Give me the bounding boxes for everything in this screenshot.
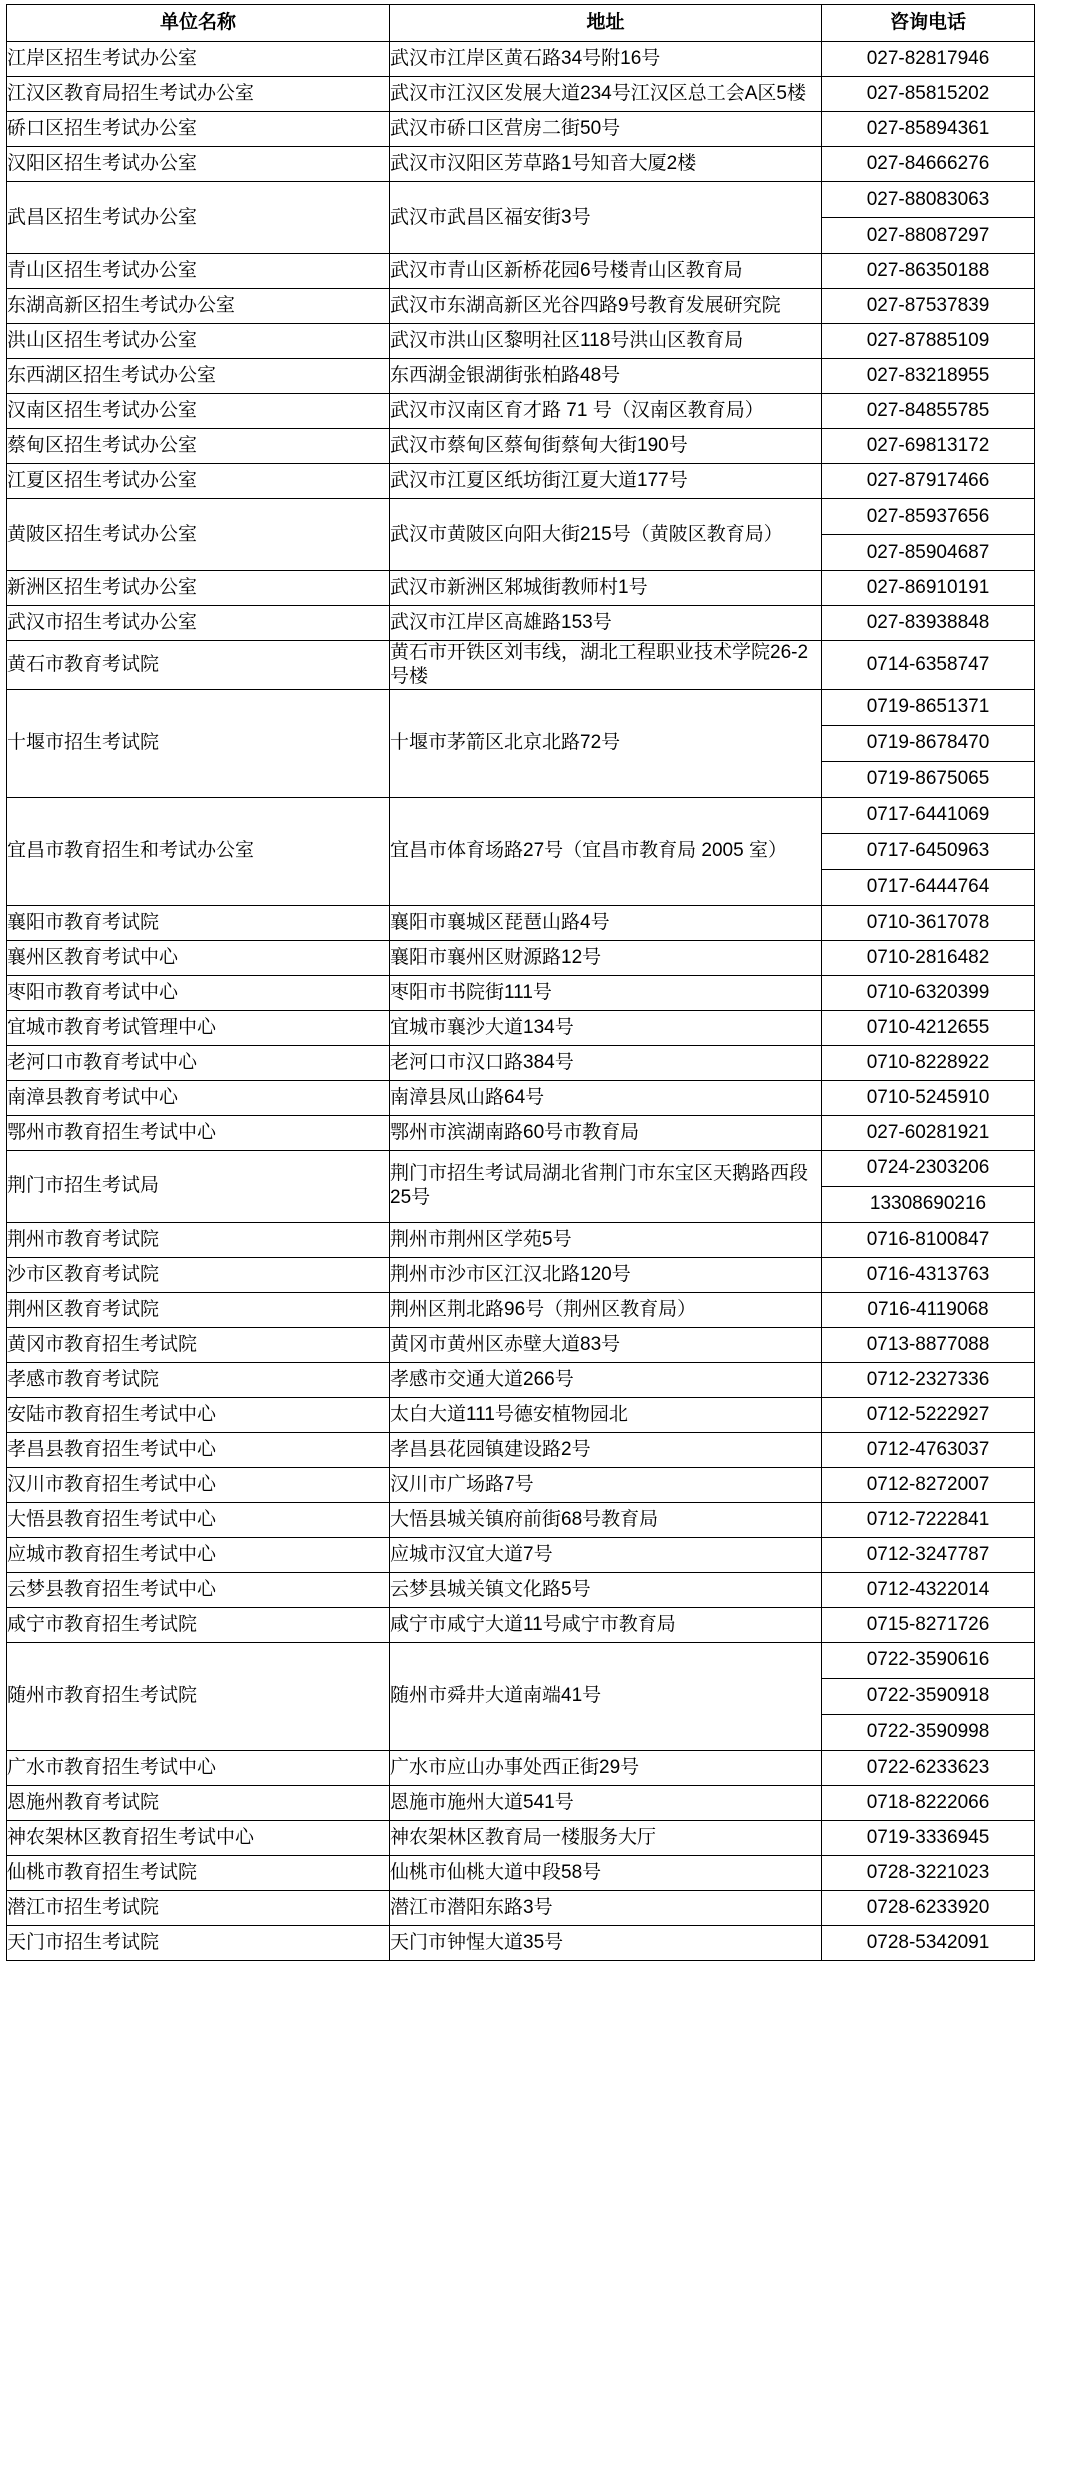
table-row [7,1925,1035,1960]
phone-number: 027-88083063 [822,182,1034,218]
phone-cell: 0710-3617078 [822,905,1035,940]
address-cell: 武汉市新洲区邾城街教师村1号 [390,571,822,606]
table-row [7,689,1035,797]
table-row [7,324,1035,359]
table-row [7,1115,1035,1150]
unit-name-cell: 黄石市教育考试院 [7,641,390,690]
table-row [7,1642,1035,1750]
table-row [7,1222,1035,1257]
phone-cell: 0719-3336945 [822,1820,1035,1855]
table-row [7,499,1035,571]
table-row [7,606,1035,641]
phone-cell [822,1642,1035,1750]
address-cell: 老河口市汉口路384号 [390,1045,822,1080]
address-cell: 武汉市江岸区高雄路153号 [390,606,822,641]
address-cell: 十堰市茅箭区北京北路72号 [390,689,822,797]
phone-cell: 0710-2816482 [822,940,1035,975]
phone-cell: 0728-3221023 [822,1855,1035,1890]
address-cell: 枣阳市书院街111号 [390,975,822,1010]
phone-cell: 0710-5245910 [822,1080,1035,1115]
phone-cell: 0722-6233623 [822,1750,1035,1785]
table-row [7,1750,1035,1785]
unit-name-cell: 东湖高新区招生考试办公室 [7,289,390,324]
address-cell: 武汉市江汉区发展大道234号江汉区总工会A区5楼 [390,77,822,112]
unit-name-cell: 黄冈市教育招生考试院 [7,1327,390,1362]
table-row [7,289,1035,324]
phone-cell: 0712-4322014 [822,1572,1035,1607]
unit-name-cell: 仙桃市教育招生考试院 [7,1855,390,1890]
address-cell: 荆州市沙市区江汉北路120号 [390,1257,822,1292]
phone-cell: 0716-4313763 [822,1257,1035,1292]
phone-number: 027-85937656 [822,499,1034,535]
unit-name-cell: 武昌区招生考试办公室 [7,182,390,254]
table-row [7,1257,1035,1292]
table-row [7,1890,1035,1925]
table-row [7,1537,1035,1572]
address-cell: 武汉市武昌区福安街3号 [390,182,822,254]
unit-name-cell: 随州市教育招生考试院 [7,1642,390,1750]
address-cell: 武汉市江夏区纸坊街江夏大道177号 [390,464,822,499]
address-cell: 云梦县城关镇文化路5号 [390,1572,822,1607]
table-row [7,1327,1035,1362]
phone-number: 0717-6444764 [866,876,990,898]
unit-name-cell: 青山区招生考试办公室 [7,254,390,289]
phone-number: 0719-8651371 [822,690,1034,726]
unit-name-cell: 潜江市招生考试院 [7,1890,390,1925]
unit-name-cell: 枣阳市教育考试中心 [7,975,390,1010]
phone-cell: 0712-3247787 [822,1537,1035,1572]
unit-name-cell: 江汉区教育局招生考试办公室 [7,77,390,112]
phone-cell: 0712-7222841 [822,1502,1035,1537]
unit-name-cell: 汉南区招生考试办公室 [7,394,390,429]
phone-cell: 027-87537839 [822,289,1035,324]
table-row [7,1572,1035,1607]
phone-cell: 027-87917466 [822,464,1035,499]
table-row [7,429,1035,464]
phone-number: 0719-8675065 [866,768,990,790]
phone-cell: 0716-8100847 [822,1222,1035,1257]
table-row [7,42,1035,77]
address-cell: 宜昌市体育场路27号（宜昌市教育局 2005 室） [390,797,822,905]
phone-cell: 027-69813172 [822,429,1035,464]
phone-list [822,1643,1034,1750]
address-cell: 黄冈市黄州区赤壁大道83号 [390,1327,822,1362]
address-cell: 广水市应山办事处西正街29号 [390,1750,822,1785]
address-cell: 应城市汉宜大道7号 [390,1537,822,1572]
phone-cell: 027-82817946 [822,42,1035,77]
unit-name-cell: 沙市区教育考试院 [7,1257,390,1292]
address-cell: 随州市舜井大道南端41号 [390,1642,822,1750]
table-row [7,254,1035,289]
address-cell: 潜江市潜阳东路3号 [390,1890,822,1925]
phone-cell: 027-86910191 [822,571,1035,606]
table-body [7,42,1035,1961]
unit-name-cell: 宜城市教育考试管理中心 [7,1010,390,1045]
address-cell: 大悟县城关镇府前街68号教育局 [390,1502,822,1537]
address-cell: 武汉市东湖高新区光谷四路9号教育发展研究院 [390,289,822,324]
address-cell: 武汉市黄陂区向阳大街215号（黄陂区教育局） [390,499,822,571]
table-row [7,394,1035,429]
address-cell: 南漳县凤山路64号 [390,1080,822,1115]
unit-name-cell: 武汉市招生考试办公室 [7,606,390,641]
phone-cell: 0712-8272007 [822,1467,1035,1502]
address-cell: 神农架林区教育局一楼服务大厅 [390,1820,822,1855]
unit-name-cell: 应城市教育招生考试中心 [7,1537,390,1572]
unit-name-cell: 天门市招生考试院 [7,1925,390,1960]
address-cell: 武汉市汉南区育才路 71 号（汉南区教育局） [390,394,822,429]
phone-cell: 0716-4119068 [822,1292,1035,1327]
phone-cell: 027-83938848 [822,606,1035,641]
unit-name-cell: 大悟县教育招生考试中心 [7,1502,390,1537]
unit-name-cell: 云梦县教育招生考试中心 [7,1572,390,1607]
unit-name-cell: 十堰市招生考试院 [7,689,390,797]
phone-cell: 027-86350188 [822,254,1035,289]
phone-number: 0722-3590998 [866,1721,990,1743]
phone-cell: 027-84666276 [822,147,1035,182]
phone-list [822,690,1034,797]
address-cell: 东西湖金银湖街张柏路48号 [390,359,822,394]
address-cell: 荆州区荆北路96号（荆州区教育局） [390,1292,822,1327]
address-cell: 武汉市汉阳区芳草路1号知音大厦2楼 [390,147,822,182]
address-cell: 武汉市硚口区营房二街50号 [390,112,822,147]
phone-cell: 027-83218955 [822,359,1035,394]
address-cell: 仙桃市仙桃大道中段58号 [390,1855,822,1890]
address-cell: 襄阳市襄州区财源路12号 [390,940,822,975]
address-cell: 天门市钟惺大道35号 [390,1925,822,1960]
address-cell: 太白大道111号德安植物园北 [390,1397,822,1432]
phone-list [822,1151,1034,1222]
unit-name-cell: 广水市教育招生考试中心 [7,1750,390,1785]
unit-name-cell: 江岸区招生考试办公室 [7,42,390,77]
phone-cell: 0712-5222927 [822,1397,1035,1432]
table-row [7,975,1035,1010]
unit-name-cell: 宜昌市教育招生和考试办公室 [7,797,390,905]
phone-cell: 0713-8877088 [822,1327,1035,1362]
phone-cell: 0714-6358747 [822,641,1035,690]
table-row [7,182,1035,254]
unit-name-cell: 南漳县教育考试中心 [7,1080,390,1115]
column-header-unit-name: 单位名称 [7,5,390,42]
table-row [7,1820,1035,1855]
unit-name-cell: 江夏区招生考试办公室 [7,464,390,499]
unit-name-cell: 硚口区招生考试办公室 [7,112,390,147]
table-row [7,1292,1035,1327]
table-row [7,77,1035,112]
phone-cell [822,797,1035,905]
phone-cell: 027-85894361 [822,112,1035,147]
table-row [7,1467,1035,1502]
address-cell: 宜城市襄沙大道134号 [390,1010,822,1045]
unit-name-cell: 鄂州市教育招生考试中心 [7,1115,390,1150]
address-cell: 武汉市江岸区黄石路34号附16号 [390,42,822,77]
unit-name-cell: 孝感市教育考试院 [7,1362,390,1397]
phone-cell: 0715-8271726 [822,1607,1035,1642]
unit-name-cell: 洪山区招生考试办公室 [7,324,390,359]
phone-cell: 0728-6233920 [822,1890,1035,1925]
phone-number: 027-88087297 [866,224,990,246]
phone-list [822,499,1034,570]
address-cell: 咸宁市咸宁大道11号咸宁市教育局 [390,1607,822,1642]
table-row [7,1397,1035,1432]
phone-cell: 0710-8228922 [822,1045,1035,1080]
phone-cell: 0710-4212655 [822,1010,1035,1045]
address-cell: 武汉市洪山区黎明社区118号洪山区教育局 [390,324,822,359]
unit-name-cell: 荆州区教育考试院 [7,1292,390,1327]
table-row [7,359,1035,394]
unit-name-cell: 襄阳市教育考试院 [7,905,390,940]
address-cell: 武汉市蔡甸区蔡甸街蔡甸大街190号 [390,429,822,464]
phone-number: 0722-3590616 [822,1643,1034,1679]
phone-cell: 027-60281921 [822,1115,1035,1150]
table-row [7,641,1035,690]
address-cell: 武汉市青山区新桥花园6号楼青山区教育局 [390,254,822,289]
unit-name-cell: 孝昌县教育招生考试中心 [7,1432,390,1467]
column-header-address: 地址 [390,5,822,42]
table-row [7,1080,1035,1115]
table-row [7,1362,1035,1397]
unit-name-cell: 安陆市教育招生考试中心 [7,1397,390,1432]
address-cell: 荆门市招生考试局湖北省荆门市东宝区天鹅路西段25号 [390,1150,822,1222]
phone-number: 13308690216 [869,1193,987,1215]
phone-cell [822,182,1035,254]
address-cell: 孝昌县花园镇建设路2号 [390,1432,822,1467]
phone-number: 0717-6450963 [822,834,1034,870]
table-row [7,1150,1035,1222]
phone-number: 0722-3590918 [822,1679,1034,1715]
table-row [7,940,1035,975]
phone-cell: 0712-2327336 [822,1362,1035,1397]
column-header-phone: 咨询电话 [822,5,1035,42]
phone-list [822,798,1034,905]
contact-table-sheet [0,4,1080,1961]
unit-name-cell: 恩施州教育考试院 [7,1785,390,1820]
phone-number: 027-85904687 [866,541,990,563]
unit-name-cell: 汉阳区招生考试办公室 [7,147,390,182]
table-row [7,1432,1035,1467]
phone-cell: 0718-8222066 [822,1785,1035,1820]
table-row [7,147,1035,182]
unit-name-cell: 荆州市教育考试院 [7,1222,390,1257]
unit-name-cell: 汉川市教育招生考试中心 [7,1467,390,1502]
phone-cell: 0728-5342091 [822,1925,1035,1960]
table-header-row [7,5,1035,42]
table-row [7,571,1035,606]
unit-name-cell: 荆门市招生考试局 [7,1150,390,1222]
unit-name-cell: 神农架林区教育招生考试中心 [7,1820,390,1855]
address-cell: 恩施市施州大道541号 [390,1785,822,1820]
table-row [7,1045,1035,1080]
table-row [7,1607,1035,1642]
phone-cell [822,689,1035,797]
phone-cell: 027-84855785 [822,394,1035,429]
unit-name-cell: 黄陂区招生考试办公室 [7,499,390,571]
phone-list [822,182,1034,253]
address-cell: 襄阳市襄城区琵琶山路4号 [390,905,822,940]
unit-name-cell: 东西湖区招生考试办公室 [7,359,390,394]
phone-cell: 027-87885109 [822,324,1035,359]
table-row [7,797,1035,905]
address-cell: 荆州市荆州区学苑5号 [390,1222,822,1257]
unit-name-cell: 襄州区教育考试中心 [7,940,390,975]
table-row [7,1010,1035,1045]
phone-number: 0717-6441069 [822,798,1034,834]
phone-cell: 0710-6320399 [822,975,1035,1010]
address-cell: 鄂州市滨湖南路60号市教育局 [390,1115,822,1150]
address-cell: 黄石市开铁区刘韦线，湖北工程职业技术学院26-2号楼 [390,641,822,690]
phone-cell: 027-85815202 [822,77,1035,112]
table-row [7,905,1035,940]
phone-cell: 0712-4763037 [822,1432,1035,1467]
table-row [7,112,1035,147]
phone-cell [822,499,1035,571]
unit-name-cell: 老河口市教育考试中心 [7,1045,390,1080]
table-row [7,464,1035,499]
address-cell: 孝感市交通大道266号 [390,1362,822,1397]
招生考试机构联系方式表 [6,4,1035,1961]
address-cell: 汉川市广场路7号 [390,1467,822,1502]
unit-name-cell: 新洲区招生考试办公室 [7,571,390,606]
phone-number: 0724-2303206 [822,1151,1034,1187]
unit-name-cell: 咸宁市教育招生考试院 [7,1607,390,1642]
unit-name-cell: 蔡甸区招生考试办公室 [7,429,390,464]
table-row [7,1502,1035,1537]
phone-number: 0719-8678470 [822,726,1034,762]
phone-cell [822,1150,1035,1222]
table-row [7,1785,1035,1820]
table-row [7,1855,1035,1890]
